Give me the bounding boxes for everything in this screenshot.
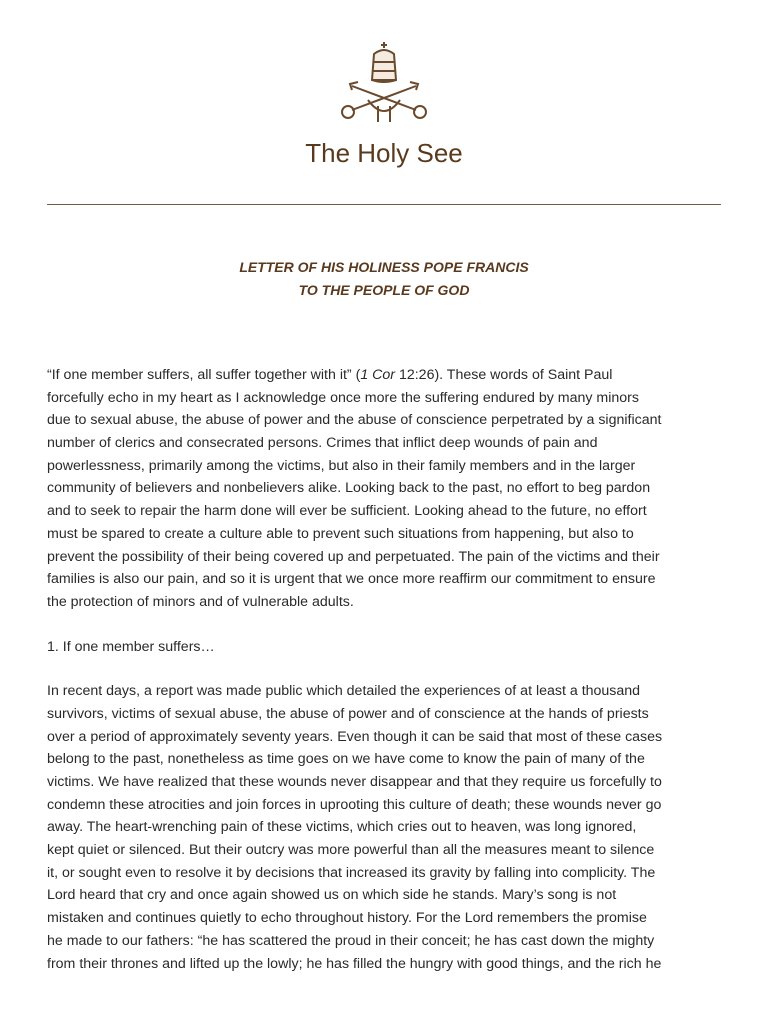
paragraph-1-line: due to sexual abuse, the abuse of power and the abuse of conscience perpetrated by a significant xyxy=(47,412,662,429)
papal-coat-of-arms-icon xyxy=(338,40,430,126)
paragraph-2-line: In recent days, a report was made public which detailed the experiences of at least a thousand xyxy=(47,683,641,700)
scripture-citation: 1 Cor xyxy=(360,367,396,383)
paragraph-2-line: kept quiet or silenced. But their outcry was more powerful than all the measures meant to silence xyxy=(47,842,655,859)
paragraph-2-line: condemn these atrocities and join forces in uprooting this culture of death; these wounds never go xyxy=(47,796,662,813)
paragraph-2-line: it, or sought even to resolve it by decisions that increased its gravity by falling into complicity. The xyxy=(47,864,656,881)
paragraph-2-line: mistaken and continues quietly to echo throughout history. For the Lord remembers the promise xyxy=(47,910,647,927)
paragraph-2-line: he made to our fathers: “he has scattered the proud in their conceit; he has cast down the mighty xyxy=(47,932,655,949)
paragraph-gap xyxy=(47,658,737,680)
paragraph-1-line: and to seek to repair the harm done will ever be sufficient. Looking ahead to the future, no effort xyxy=(47,503,647,520)
paragraph-1-line: prevent the possibility of their being covered up and perpetuated. The pain of the victims and their xyxy=(47,548,660,565)
paragraph-2-line: over a period of approximately seventy years. Even though it can be said that most of these cases xyxy=(47,728,663,745)
document-title xyxy=(0,256,768,302)
paragraph-2-line: survivors, victims of sexual abuse, the abuse of power and of conscience at the hands of priests xyxy=(47,705,649,722)
header-divider xyxy=(47,204,721,205)
document-body xyxy=(47,364,737,975)
paragraph-1-line: community of believers and nonbelievers alike. Looking back to the past, no effort to beg pardon xyxy=(47,480,651,497)
document-title-line-1: LETTER OF HIS HOLINESS POPE FRANCIS xyxy=(239,259,529,275)
paragraph-1-line-1 xyxy=(47,364,737,387)
paragraph-2-line: from their thrones and lifted up the lowly; he has filled the hungry with good things, and the rich he xyxy=(47,955,662,972)
paragraph-gap xyxy=(47,614,737,636)
document-title-line-2: TO THE PEOPLE OF GOD xyxy=(298,282,470,298)
paragraph-1-line: forcefully echo in my heart as I acknowledge once more the suffering endured by many minors xyxy=(47,389,639,406)
paragraph-1-line: must be spared to create a culture able to prevent such situations from happening, but also to xyxy=(47,525,634,542)
site-title[interactable]: The Holy See xyxy=(305,138,463,168)
paragraph-1-line: powerlessness, primarily among the victims, but also in their family members and in the larger xyxy=(47,457,636,474)
paragraph-1-quote: “If one member suffers, all suffer together with it” ( xyxy=(47,367,361,383)
paragraph-2-line: Lord heard that cry and once again showed us on which side he stands. Mary’s song is not xyxy=(47,887,617,904)
paragraph-2-line: away. The heart-wrenching pain of these victims, which cries out to heaven, was long ignored, xyxy=(47,819,637,836)
paragraph-1-line: families is also our pain, and so it is urgent that we once more reaffirm our commitment to ensure xyxy=(47,571,656,588)
section-heading: 1. If one member suffers… xyxy=(47,638,215,655)
paragraph-1-line: number of clerics and consecrated persons. Crimes that inflict deep wounds of pain and xyxy=(47,435,598,452)
paragraph-2-line: belong to the past, nonetheless as time goes on we have come to know the pain of many of the xyxy=(47,751,645,768)
paragraph-1-quote-tail: 12:26). These words of Saint Paul xyxy=(395,367,613,383)
paragraph-2-line: victims. We have realized that these wounds never disappear and that they require us forcefully to xyxy=(47,774,662,790)
paragraph-1-line: the protection of minors and of vulnerable adults. xyxy=(47,593,354,610)
